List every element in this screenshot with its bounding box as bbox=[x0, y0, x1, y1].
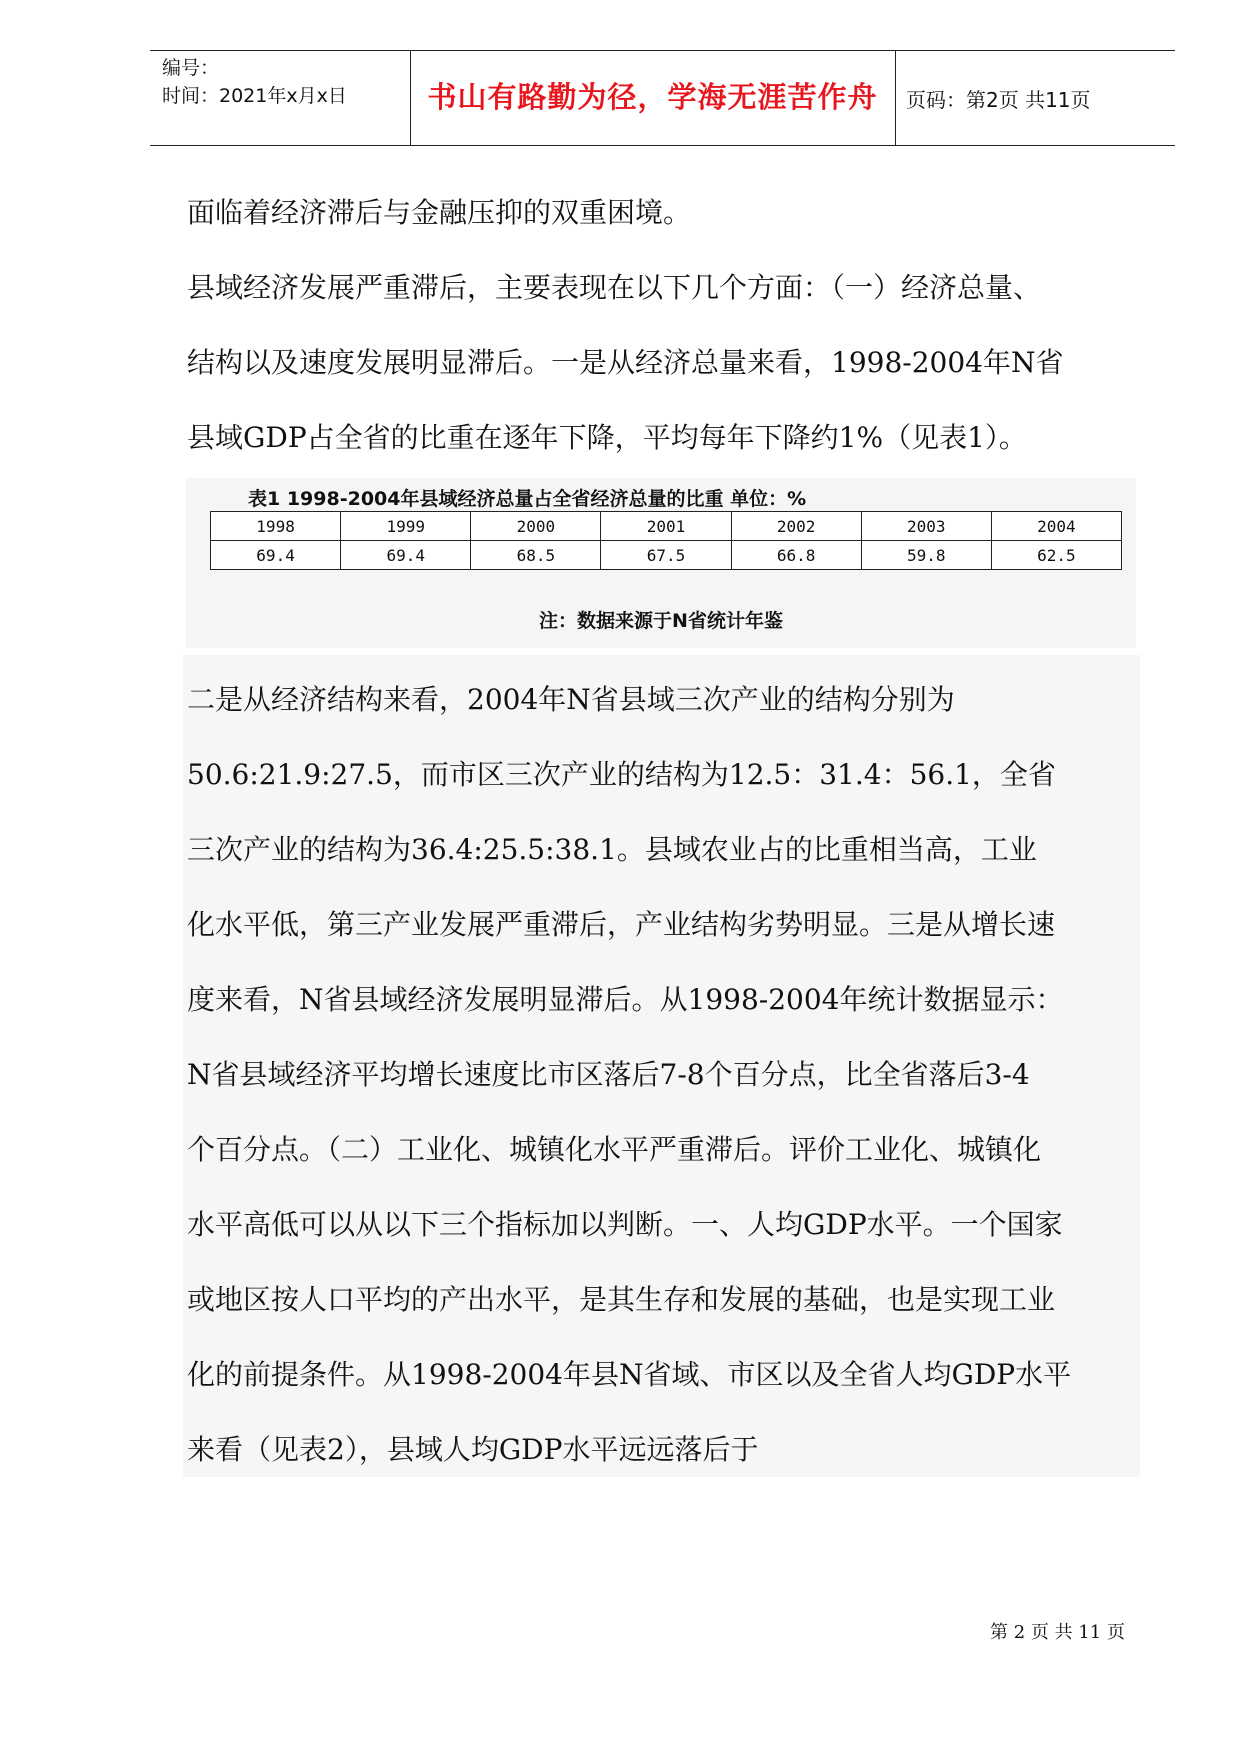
table1-value-cell: 69.4 bbox=[211, 541, 341, 570]
table1-year-cell: 2004 bbox=[991, 512, 1121, 541]
table1-year-cell: 2002 bbox=[731, 512, 861, 541]
paragraph-line: 县域经济发展严重滞后，主要表现在以下几个方面：（一）经济总量、 bbox=[187, 271, 1042, 304]
header-page-number: 页码：第2页 共11页 bbox=[906, 88, 1091, 112]
table1-figure bbox=[186, 478, 1136, 648]
header-divider-right bbox=[895, 50, 896, 145]
table1-year-cell: 1999 bbox=[341, 512, 471, 541]
paragraph-line: 个百分点。（二）工业化、城镇化水平严重滞后。评价工业化、城镇化 bbox=[187, 1133, 1042, 1166]
table1-title: 表1 1998-2004年县域经济总量占全省经济总量的比重 单位：% bbox=[248, 488, 807, 510]
paragraph-line: 或地区按人口平均的产出水平，是其生存和发展的基础，也是实现工业 bbox=[187, 1283, 1056, 1316]
paragraph-line: 三次产业的结构为36.4:25.5:38.1。县域农业占的比重相当高，工业 bbox=[187, 833, 1037, 866]
table1-note: 注：数据来源于N省统计年鉴 bbox=[539, 610, 783, 632]
paragraph-line: 面临着经济滞后与金融压抑的双重困境。 bbox=[187, 196, 692, 229]
paragraph-line: 化的前提条件。从1998-2004年县N省域、市区以及全省人均GDP水平 bbox=[187, 1358, 1072, 1391]
paragraph-line: 度来看，N省县域经济发展明显滞后。从1998-2004年统计数据显示： bbox=[187, 983, 1064, 1016]
paragraph-line: N省县域经济平均增长速度比市区落后7-8个百分点，比全省落后3-4 bbox=[187, 1058, 1030, 1091]
table1 bbox=[210, 511, 1122, 570]
table1-year-cell: 2003 bbox=[861, 512, 991, 541]
table1-value-cell: 69.4 bbox=[341, 541, 471, 570]
header-top-rule bbox=[150, 50, 1175, 51]
table1-value-cell: 68.5 bbox=[471, 541, 601, 570]
paragraph-line: 水平高低可以从以下三个指标加以判断。一、人均GDP水平。一个国家 bbox=[187, 1208, 1063, 1241]
paragraph-line: 化水平低，第三产业发展严重滞后，产业结构劣势明显。三是从增长速 bbox=[187, 908, 1056, 941]
paragraph-line: 来看（见表2），县域人均GDP水平远远落后于 bbox=[187, 1433, 759, 1466]
doc-number-label: 编号： bbox=[162, 57, 220, 79]
table1-year-cell: 1998 bbox=[211, 512, 341, 541]
header-motto: 书山有路勤为径，学海无涯苦作舟 bbox=[427, 80, 878, 114]
table1-value-cell: 62.5 bbox=[991, 541, 1121, 570]
header-meta bbox=[162, 54, 347, 110]
header-bottom-rule bbox=[150, 145, 1175, 146]
table1-year-row bbox=[211, 512, 1122, 541]
table1-value-cell: 59.8 bbox=[861, 541, 991, 570]
paragraph-line: 县域GDP占全省的比重在逐年下降，平均每年下降约1%（见表1）。 bbox=[187, 421, 1027, 454]
table1-year-cell: 2000 bbox=[471, 512, 601, 541]
table1-value-cell: 66.8 bbox=[731, 541, 861, 570]
paragraph-line: 结构以及速度发展明显滞后。一是从经济总量来看，1998-2004年N省 bbox=[187, 346, 1064, 379]
paragraph-line: 二是从经济结构来看，2004年N省县域三次产业的结构分别为 bbox=[187, 683, 955, 716]
doc-time-label: 时间：2021年x月x日 bbox=[162, 85, 347, 107]
table1-value-row bbox=[211, 541, 1122, 570]
paragraph-line: 50.6:21.9:27.5，而市区三次产业的结构为12.5：31.4：56.1，全省 bbox=[187, 758, 1056, 791]
table1-year-cell: 2001 bbox=[601, 512, 731, 541]
footer-page-number: 第 2 页 共 11 页 bbox=[990, 1622, 1125, 1643]
table1-value-cell: 67.5 bbox=[601, 541, 731, 570]
